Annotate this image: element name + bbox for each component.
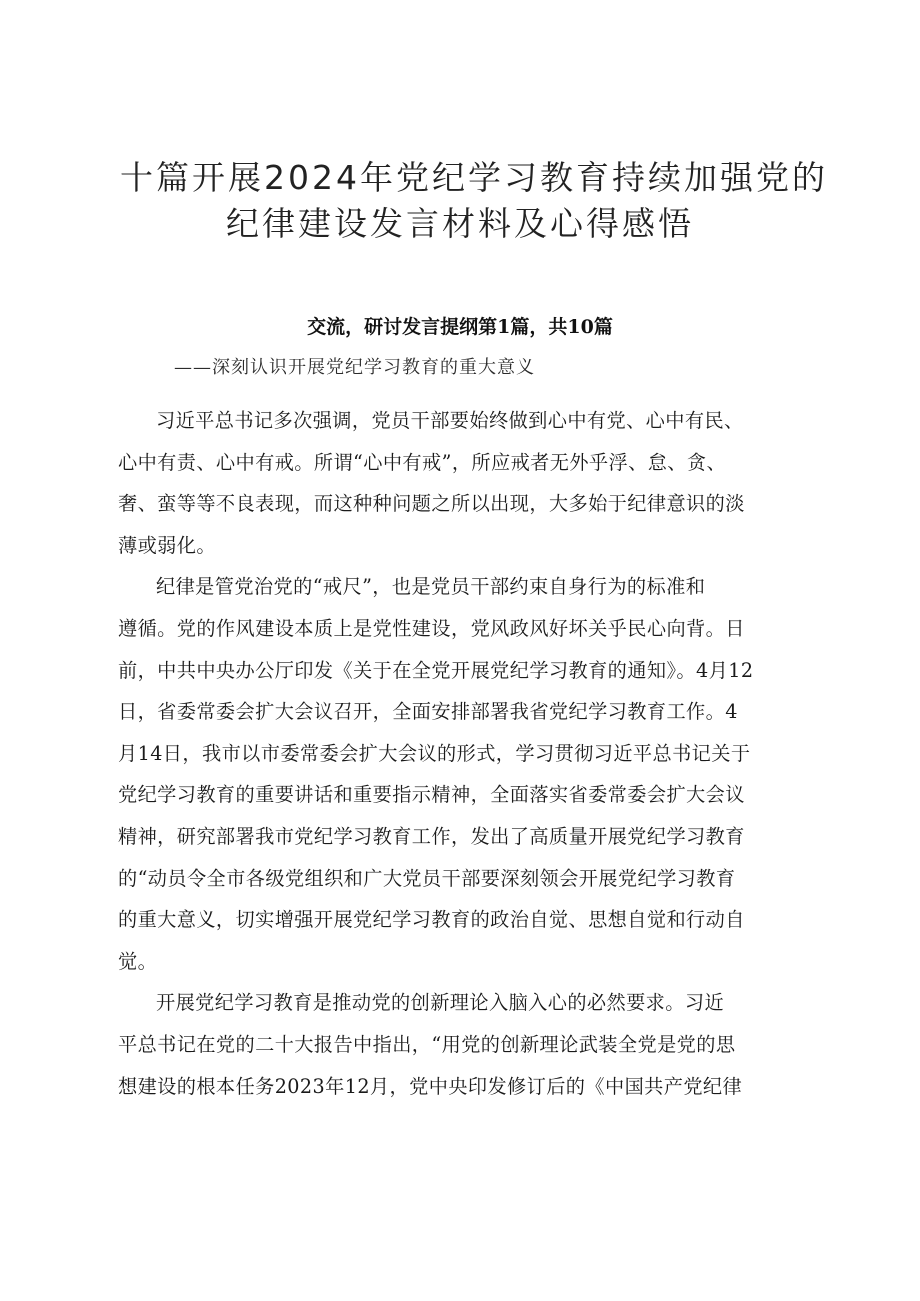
paragraph-line: 纪律是管党治党的“戒尺”，也是党员干部约束自身行为的标准和 [156, 575, 706, 599]
paragraph-line: 薄或弱化。 [118, 533, 216, 557]
paragraph-line: 想建设的根本任务2023年12月，党中央印发修订后的《中国共产党纪律 [118, 1074, 743, 1098]
section-heading: ——深刻认识开展党纪学习教育的重大意义 [174, 357, 535, 378]
paragraph-3 [118, 982, 808, 1107]
body-text [118, 400, 808, 1107]
paragraph-line: 平总书记在党的二十大报告中指出，“用党的创新理论武装全党是党的思 [118, 1032, 736, 1056]
paragraph-line: 的“动员令全市各级党组织和广大党员干部要深刻领会开展党纪学习教育 [118, 866, 736, 890]
title-line-1: 十篇开展2024年党纪学习教育持续加强党的 [120, 158, 828, 197]
paragraph-line: 觉。 [118, 949, 158, 973]
paragraph-line: 习近平总书记多次强调，党员干部要始终做到心中有党、心中有民、 [156, 409, 744, 432]
paragraph-line: 精神，研究部署我市党纪学习教育工作，发出了高质量开展党纪学习教育 [118, 824, 745, 848]
title-line-2: 纪律建设发言材料及心得感悟 [226, 204, 694, 243]
paragraph-1 [118, 400, 808, 566]
paragraph-line: 心中有责、心中有戒。所谓“心中有戒”，所应戒者无外乎浮、怠、贪、 [118, 450, 727, 474]
paragraph-line: 开展党纪学习教育是推动党的创新理论入脑入心的必然要求。习近 [156, 991, 725, 1015]
document-title [120, 155, 828, 247]
paragraph-line: 党纪学习教育的重要讲话和重要指示精神，全面落实省委常委会扩大会议 [118, 783, 745, 807]
paragraph-line: 的重大意义，切实增强开展党纪学习教育的政治自觉、思想自觉和行动自 [118, 908, 745, 932]
paragraph-line: 月14日，我市以市委常委会扩大会议的形式，学习贯彻习近平总书记关于 [118, 741, 751, 765]
paragraph-line: 奢、蛮等等不良表现，而这种种问题之所以出现，大多始于纪律意识的淡 [118, 492, 745, 516]
paragraph-2 [118, 566, 808, 982]
paragraph-line: 遵循。党的作风建设本质上是党性建设，党风政风好坏关乎民心向背。日 [118, 616, 745, 640]
paragraph-line: 日，省委常委会扩大会议召开，全面安排部署我省党纪学习教育工作。4 [118, 700, 738, 724]
document-subtitle: 交流，研讨发言提纲第1篇，共10篇 [307, 316, 613, 338]
paragraph-line: 前，中共中央办公厅印发《关于在全党开展党纪学习教育的通知》。4月12 [118, 658, 754, 682]
